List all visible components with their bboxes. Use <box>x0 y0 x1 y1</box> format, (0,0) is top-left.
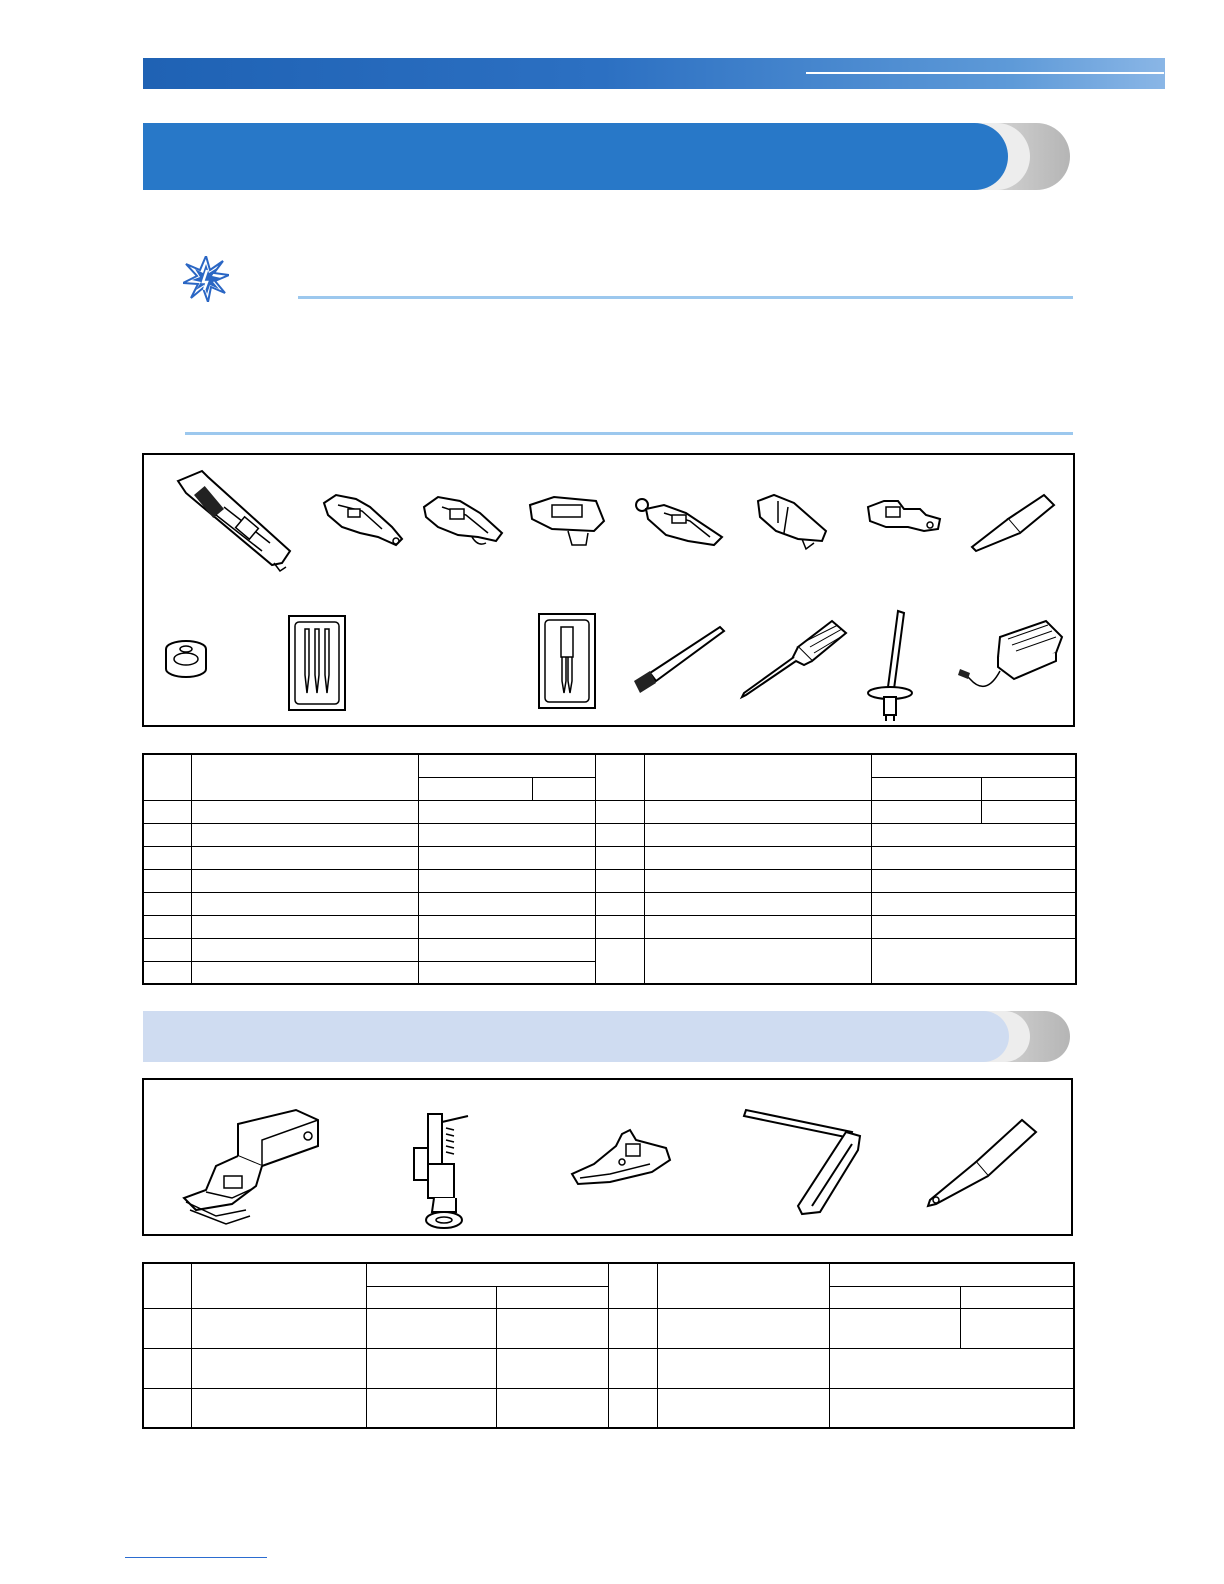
table-row <box>143 800 1076 823</box>
table-header-cell <box>644 754 871 800</box>
blind-stitch-foot-icon <box>754 493 832 551</box>
table-header-cell <box>366 1286 496 1308</box>
table-header-cell <box>418 777 532 800</box>
monogramming-foot-icon <box>422 495 506 549</box>
eyelet-punch-icon <box>922 1116 1040 1212</box>
cleaning-brush-icon <box>630 623 726 695</box>
banner-fill <box>143 1011 1009 1062</box>
twin-needle-icon <box>538 613 596 709</box>
table-header-cell <box>143 754 191 800</box>
table-row <box>143 1388 1074 1428</box>
overcasting-foot-icon <box>322 493 404 549</box>
table-header-cell <box>532 777 595 800</box>
table-header-cell <box>960 1286 1074 1308</box>
table-header-cell <box>191 1263 366 1308</box>
table-header-cell <box>608 1263 657 1308</box>
bobbin-icon <box>164 637 208 681</box>
table-header-cell <box>829 1263 1074 1286</box>
table-header-cell <box>871 754 1076 777</box>
section-banner-options <box>143 1011 1070 1062</box>
spool-pin-icon <box>864 609 920 723</box>
header-rule <box>806 72 1164 74</box>
quarter-inch-foot-icon <box>570 1128 672 1192</box>
table-row <box>143 846 1076 869</box>
header-band <box>143 58 1165 89</box>
table-row <box>143 1348 1074 1388</box>
optional-accessories-table <box>142 1262 1075 1429</box>
quilting-guide-icon <box>740 1106 866 1218</box>
table-row <box>143 892 1076 915</box>
table-header-cell <box>595 754 644 800</box>
needle-set-icon <box>288 615 346 711</box>
note-rule-bottom <box>185 432 1073 435</box>
button-fitting-foot-icon <box>864 497 944 537</box>
quilting-foot-icon <box>406 1108 482 1232</box>
note-rule-top <box>298 296 1073 299</box>
note-starburst-icon <box>183 256 229 302</box>
banner-fill <box>143 123 1008 190</box>
table-header-cell <box>657 1263 829 1308</box>
buttonhole-foot-icon <box>172 467 292 572</box>
table-header-cell <box>191 754 418 800</box>
table-row <box>143 938 1076 961</box>
table-row <box>143 869 1076 892</box>
options-illustration-panel <box>142 1078 1073 1236</box>
seam-ripper-icon <box>968 491 1056 553</box>
zipper-foot-icon <box>528 495 608 549</box>
section-banner-accessories <box>143 123 1070 190</box>
footer-link-underline <box>125 1557 267 1558</box>
table-header-cell <box>366 1263 608 1286</box>
accessories-table <box>142 753 1077 985</box>
table-header-cell <box>496 1286 608 1308</box>
zigzag-foot-icon <box>634 497 726 549</box>
table-row <box>143 1308 1074 1348</box>
table-header-cell <box>143 1263 191 1308</box>
table-header-cell <box>829 1286 960 1308</box>
foot-controller-icon <box>956 617 1066 707</box>
table-header-cell <box>871 777 981 800</box>
table-header-cell <box>418 754 595 777</box>
table-row <box>143 823 1076 846</box>
table-row <box>143 915 1076 938</box>
table-header-cell <box>981 777 1076 800</box>
accessories-illustration-panel <box>142 453 1075 727</box>
walking-foot-icon <box>176 1106 322 1228</box>
screwdriver-icon <box>740 617 848 701</box>
